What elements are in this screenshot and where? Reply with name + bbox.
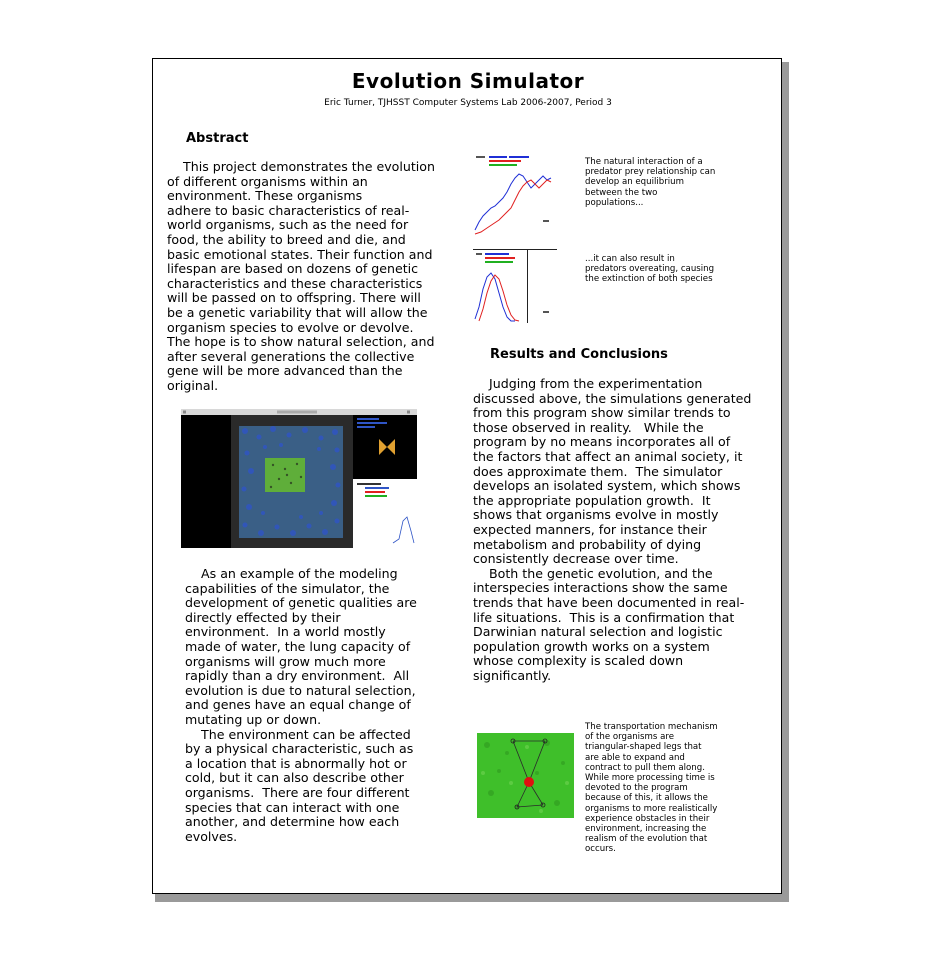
example-text: As an example of the modeling capabilities of the simulator, the development of genetic qualities are directly effected by their environment. In a world mostly made of water, the lung capacity of organisms will grow much more rapidly than a dry environment. All evolution is due to natural selection, and genes have an equal change of mutating up or down. The environment can be affected by a physical characteristic, such as a location that is abnormally hot or cold, but it can also describe other organisms. There are four different species that can interact with one another, and determine how each evolves. bbox=[185, 566, 417, 844]
abstract-text: This project demonstrates the evolution of different organisms within an environment. These organisms adhere to basic characteristics of real- world organisms, such as the need for food, the ability to breed and die, and basic emotional states. Their function and lifespan are based on dozens of genetic characteristics and these characteristics will be passed on to offspring. There will be a genetic variability that will allow the organism species to evolve or devolve. The hope is to show natural selection, and after several generations the collective gene will be more advanced than the original. bbox=[167, 159, 435, 393]
transport-mechanism-image bbox=[477, 733, 574, 818]
results-text: Judging from the experimentation discussed above, the simulations generated from this program show similar trends to those observed in reality. While the program by no means incorporates all of the factors that affect an animal society, it does approximate them. The simulator develops an isolated system, which shows the appropriate population growth. It shows that organisms evolve in mostly expected manners, for instance their metabolism and probability of dying consistently decrease over time. Both the genetic evolution, and the interspecies interactions show the same trends that have been documented in real- life situations. This is a confirmation that Darwinian natural selection and logistic population growth works on a system whose complexity is scaled down significantly. bbox=[473, 376, 752, 683]
transport-caption: The transportation mechanism of the organisms are triangular-shaped legs that are able to expand and contract to pull them along. While more processing time is devoted to the program because of this, it allows the organisms to more realistically experience obstacles in their environment, increasing the realism of the evolution that occurs. bbox=[585, 722, 718, 855]
extinction-caption: ...it can also result in predators overeating, causing the extinction of both species bbox=[585, 254, 715, 285]
simulator-screenshot bbox=[181, 409, 417, 548]
results-heading: Results and Conclusions bbox=[490, 347, 668, 362]
equilibrium-caption: The natural interaction of a predator prey relationship can develop an equilibrium between the two populations... bbox=[585, 157, 716, 208]
poster-title: Evolution Simulator bbox=[351, 69, 585, 93]
abstract-heading: Abstract bbox=[186, 131, 249, 146]
extinction-population-chart bbox=[473, 249, 557, 323]
poster-byline: Eric Turner, TJHSST Computer Systems Lab 2006-2007, Period 3 bbox=[324, 98, 612, 108]
poster-page bbox=[152, 58, 782, 894]
equilibrium-population-chart bbox=[473, 154, 557, 238]
